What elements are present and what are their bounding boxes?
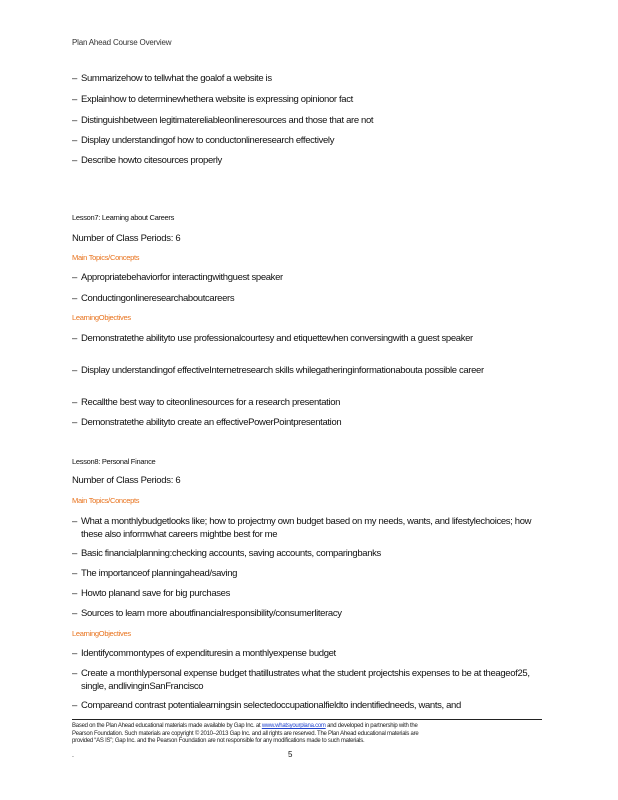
bullet-dash: – — [72, 293, 77, 304]
list-item: – Describe howto citesources properly — [72, 155, 222, 166]
list-item: – Explainhow to determinewhethera website is expressing opinionor fact — [72, 94, 353, 105]
bullet-dash: – — [72, 333, 77, 344]
footer-link[interactable]: www.whatsyourplana.com — [261, 723, 326, 729]
lesson8-objectives-heading: LearningObjectives — [72, 629, 131, 638]
page-number: 5 — [288, 750, 293, 759]
bullet-dash: – — [72, 73, 77, 84]
list-item: – Sources to learn more aboutfinancialresponsibility/consumerliteracy — [72, 608, 342, 619]
bullet-dash: – — [72, 155, 77, 166]
lesson7-title: Lesson7: Learning about Careers — [72, 213, 175, 222]
list-item: – Howto planand save for big purchases — [72, 588, 230, 599]
list-item: – The importanceof planningahead/saving — [72, 568, 238, 579]
list-item: – Conductingonlineresearchaboutcareers — [72, 293, 235, 304]
lesson8-periods: Number of Class Periods: 6 — [72, 475, 181, 486]
bullet-dash: – — [72, 516, 77, 527]
list-item: – Demonstratethe abilityto use professionalcourtesy and etiquettewhen conversingwith a guest speaker — [72, 333, 473, 344]
lesson7-objectives-heading: LearningObjectives — [72, 313, 131, 322]
lesson7-topics-heading: Main Topics/Concepts — [72, 253, 140, 262]
bullet-dash: – — [72, 648, 77, 659]
bullet-dash: – — [72, 272, 77, 283]
footer-dot: . — [72, 752, 74, 759]
list-item: – Compareand contrast potentialearningsin selectedoccupationalfieldto indentifiedneeds, wants, and — [72, 700, 461, 711]
bullet-dash: – — [72, 568, 77, 579]
bullet-dash: – — [72, 397, 77, 408]
list-item: – Basic financialplanning:checking accounts, saving accounts, comparingbanks — [72, 548, 381, 559]
bullet-dash: – — [72, 94, 77, 105]
list-item: – Demonstratethe abilityto create an effectivePowerPointpresentation — [72, 417, 342, 428]
bullet-dash: – — [72, 608, 77, 619]
bullet-dash: – — [72, 548, 77, 559]
list-item: – Create a monthlypersonal expense budget thatillustrates what the student projectshis expenses to be at theageof25, single, andlivinginSanFrancisco — [72, 668, 530, 692]
bullet-dash: – — [72, 417, 77, 428]
list-item: – Appropriatebehaviorfor interactingwithguest speaker — [72, 272, 283, 283]
lesson8-topics-heading: Main Topics/Concepts — [72, 496, 140, 505]
footer-line-1: Based on the Plan Ahead educational materials made available by Gap Inc. at www.whatsyourplana.com and developed in partnership with the — [72, 723, 418, 729]
list-item: – Recallthe best way to citeonlinesources for a research presentation — [72, 397, 341, 408]
bullet-dash: – — [72, 115, 77, 126]
list-item: – Display understandingof effectiveInternetresearch skills whilegatheringinformationabouta possible career — [72, 365, 484, 376]
bullet-dash: – — [72, 365, 77, 376]
list-item: – What a monthlybudgetlooks like; how to projectmy own budget based on my needs, wants, and lifestylechoices; how these also informwhat careers mightbe best for me — [72, 516, 532, 540]
list-item: – Summarizehow to tellwhat the goalof a website is — [72, 73, 272, 84]
footer-notice — [72, 723, 548, 746]
bullet-dash: – — [72, 588, 77, 599]
list-item: – Distinguishbetween legitimatereliableonlineresources and those that are not — [72, 115, 374, 126]
bullet-dash: – — [72, 700, 77, 711]
bullet-dash: – — [72, 135, 77, 146]
lesson8-title: Lesson8: Personal Finance — [72, 457, 156, 466]
lesson7-periods: Number of Class Periods: 6 — [72, 233, 181, 244]
footer-line-3: provided “AS IS”; Gap Inc. and the Pearson Foundation are not responsible for any modifications made to such materials. — [72, 738, 365, 744]
page-header: Plan Ahead Course Overview — [72, 38, 172, 47]
footer-line-2: Pearson Foundation. Such materials are copyright © 2010–2013 Gap Inc. and all rights are reserved. The Plan Ahead educational materials are — [72, 730, 419, 737]
list-item: – Display understandingof how to conductonlineresearch effectively — [72, 135, 335, 146]
footer-divider — [72, 719, 542, 720]
bullet-dash: – — [72, 668, 77, 679]
list-item: – Identifycommontypes of expendituresin a monthlyexpense budget — [72, 648, 336, 659]
